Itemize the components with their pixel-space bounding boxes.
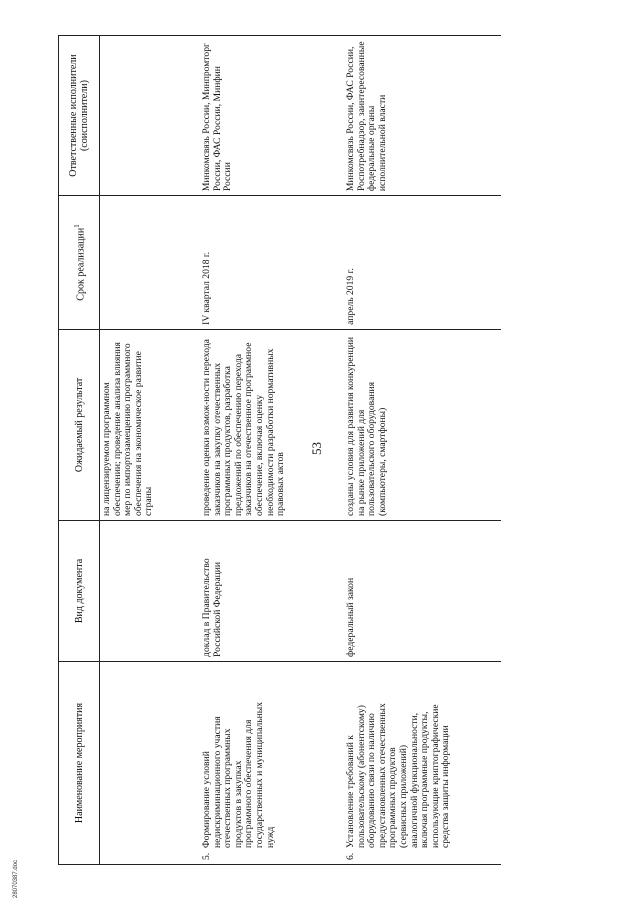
- header-deadline: [59, 196, 100, 330]
- header-document-type: Вид документа: [59, 520, 100, 661]
- table-header-row: [59, 36, 100, 865]
- cell-empty: [100, 196, 201, 330]
- header-deadline-footnote: 1: [72, 224, 81, 228]
- cell-empty: [100, 36, 201, 196]
- cell-empty: [100, 661, 201, 864]
- row-deadline: IV квартал 2018 г.: [200, 196, 344, 330]
- row-number: 5.: [201, 852, 212, 860]
- header-measure-name: Наименование мероприятия: [59, 661, 100, 864]
- row-measure-name: Формирование условий недискриминационного участия отечественных программных продуктов в закупках программного обеспечения для государственных и муниципальных нужд: [201, 701, 276, 848]
- document-table-sheet: [58, 35, 620, 865]
- page-number: 53: [309, 442, 324, 455]
- row-number: 6.: [345, 852, 356, 860]
- table-row: [200, 36, 344, 865]
- row-deadline: апрель 2019 г.: [344, 196, 501, 330]
- footer-filename: 28070387.doc: [13, 859, 19, 898]
- measures-table: [58, 35, 501, 865]
- row-executors: Минкомсвязь России, ФАС России, Роспотребнадзор, заинтересованные федеральные органы исполнительной власти: [344, 36, 501, 196]
- row-document-type: доклад в Правительство Российской Федерации: [200, 520, 344, 661]
- table-row-continuation: [100, 36, 201, 865]
- header-executors: Ответственные исполнители (соисполнители): [59, 36, 100, 196]
- row-document-type: федеральный закон: [344, 520, 501, 661]
- header-expected-result: Ожидаемый результат: [59, 329, 100, 520]
- row-measure-cell: [200, 661, 344, 864]
- table-row: [344, 36, 501, 865]
- row-measure-name: Установление требований к пользовательскому (абонентскому) оборудованию связи по наличию предустановленных отечественных программных продуктов (сервисных приложений) аналогичной функциональности, включая программные продукты, использующие криптографические средства защиты информации: [345, 703, 452, 848]
- row-measure-cell: [344, 661, 501, 864]
- cell-empty: [100, 520, 201, 661]
- row-expected-result: созданы условия для развития конкуренции на рынке приложений для пользовательского оборудования (компьютеры, смартфоны): [344, 329, 501, 520]
- row-expected-result: проведение оценки возмож-ности перехода заказчиков на закупку отечественных программных продуктов, разработка предложений по обеспечению перехода заказчиков на отечественное программное обеспечение, включая оценку необходимости разработки нормативных правовых актов: [200, 329, 344, 520]
- continuation-result: на лицензируемом программном обеспечении; проведение анализа влияния мер по импортозамещению программного обеспечения на экономическое развитие страны: [100, 329, 201, 520]
- header-deadline-label: Срок реализации: [75, 227, 87, 301]
- row-executors: Минкомсвязь России, Минпромторг России, ФАС России, Минфин России: [200, 36, 344, 196]
